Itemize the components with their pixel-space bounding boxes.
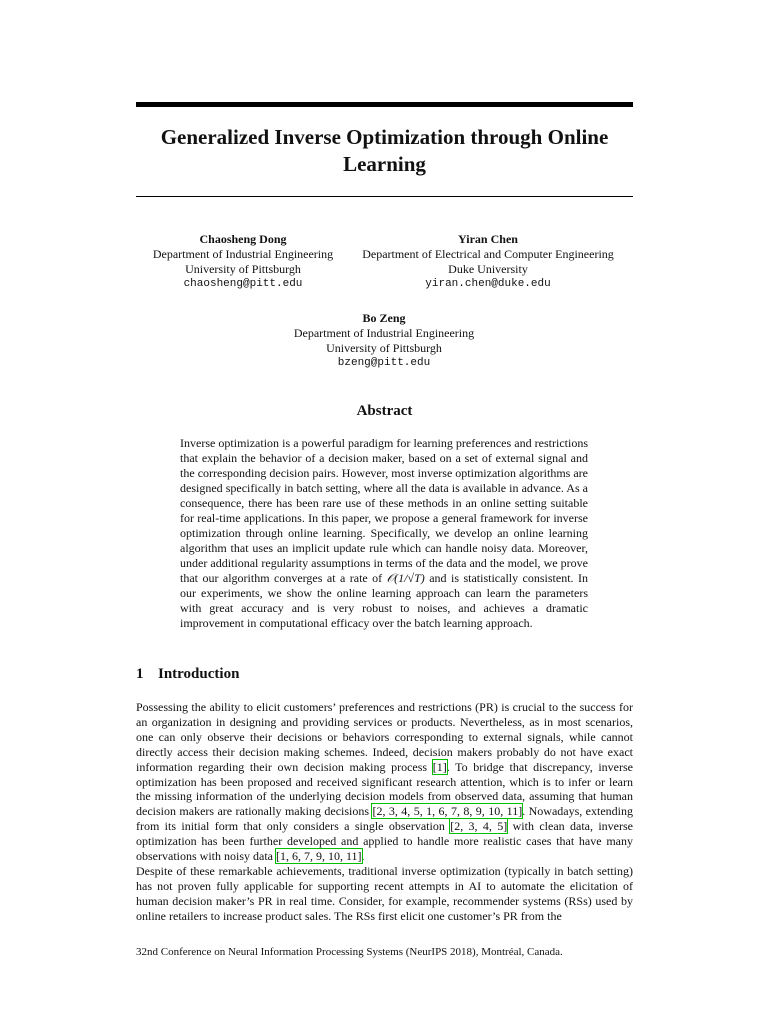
intro-paragraph — [136, 700, 633, 864]
author-institution: University of Pittsburgh — [326, 341, 442, 355]
author-institution: Duke University — [448, 262, 528, 276]
paragraph-text: Possessing the ability to elicit customers’ preferences and restrictions (PR) is crucial to the success for an organization in designing and providing services or products. Nevertheless, as in most scenarios, one can only observe their decisions or behaviors corresponding to external signals, while cannot directly access their decision making schemes. Indeed, decision makers probably do not have exact information regarding their own decision making process — [136, 700, 633, 774]
citation-link[interactable]: [2, 3, 4, 5] — [450, 819, 508, 834]
abstract-text-part: Inverse optimization is a powerful paradigm for learning preferences and restrictions that explain the behavior of a decision maker, based on a set of external signal and the corresponding decision pairs. However, most inverse optimization algorithms are designed specifically in batch setting, where all the data is available in advance. As a consequence, there has been rare use of these methods in an online setting suitable for real-time applications. In this paper, we propose a general framework for inverse optimization through online learning. Specifically, we develop an online learning algorithm that uses an implicit update rule which can handle noisy data. Moreover, under additional regularity assumptions in terms of the data and the model, we prove that our algorithm converges at a rate of — [180, 436, 588, 585]
paper-title: Generalized Inverse Optimization through Online Learning — [160, 125, 609, 176]
title-rule-bottom — [136, 196, 633, 197]
citation-link[interactable]: [2, 3, 4, 5, 1, 6, 7, 8, 9, 10, 11] — [372, 804, 523, 819]
paragraph-text: . To bridge that discrepancy, inverse optimization has been proposed and received significant research attention, which is to infer or learn the missing information of the underlying decision models from observed data, assuming that human decision makers are rationally making decisions — [136, 759, 633, 819]
author-department: Department of Electrical and Computer Engineering — [362, 247, 614, 261]
title-rule-top — [136, 102, 633, 107]
convergence-rate: 𝒪(1/√T) — [386, 571, 425, 585]
author-department: Department of Industrial Engineering — [293, 326, 475, 340]
intro-paragraph: Despite of these remarkable achievements, traditional inverse optimization (typically in batch setting) has not proven fully applicable for supporting recent attempts in AI to automate the elicitation of human decision maker’s PR in real time. Consider, for example, recommender systems (RSs) used by online retailers to increase product sales. The RSs first elicit one customer’s PR from the — [136, 864, 633, 923]
author-block — [352, 232, 624, 292]
author-name: Yiran Chen — [458, 232, 518, 246]
author-email[interactable]: bzeng@pitt.edu — [337, 357, 431, 369]
section-number: 1 — [136, 666, 144, 682]
author-name: Bo Zeng — [362, 311, 406, 325]
abstract-heading: Abstract — [356, 403, 413, 419]
conference-footer: 32nd Conference on Neural Information Processing Systems (NeurIPS 2018), Montréal, Canada. — [136, 946, 563, 958]
author-email[interactable]: chaosheng@pitt.edu — [183, 278, 303, 290]
abstract-text — [180, 436, 588, 631]
author-email[interactable]: yiran.chen@duke.edu — [425, 278, 551, 290]
citation-link[interactable]: [1] — [432, 759, 447, 774]
author-name: Chaosheng Dong — [199, 232, 287, 246]
citation-link[interactable]: [1, 6, 7, 9, 10, 11] — [275, 849, 362, 864]
author-institution: University of Pittsburgh — [185, 262, 301, 276]
section-heading — [136, 666, 239, 683]
paragraph-text: . — [361, 849, 365, 864]
abstract-text-part: and is statistically consistent. In our experiments, we show the online learning approach can learn the parameters with great accuracy and is very robust to noises, and achieves a dramatic improvement in computational efficacy over the batch learning approach. — [180, 571, 588, 630]
section-title: Introduction — [158, 666, 240, 682]
paragraph-text: with clean data, inverse optimization has been further developed and applied to handle more realistic cases that have many observations with noisy data — [136, 819, 633, 864]
author-department: Department of Industrial Engineering — [152, 247, 334, 261]
paragraph-text: . Nowadays, extending from its initial form that only considers a single observation — [136, 804, 633, 834]
author-block — [254, 311, 514, 371]
author-block — [140, 232, 346, 292]
